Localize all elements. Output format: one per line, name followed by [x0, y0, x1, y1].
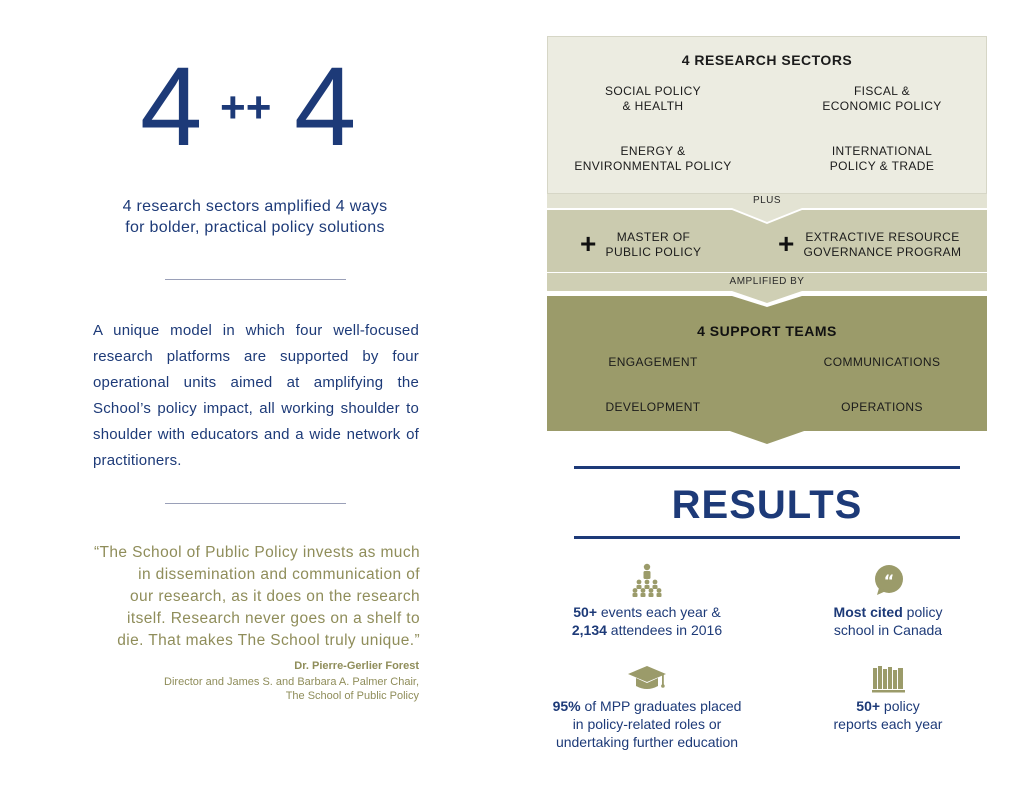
sector-line-2: & HEALTH: [622, 99, 684, 113]
quote-line-3: our research, as it does on the research: [130, 588, 420, 605]
stat-most-cited: [800, 603, 976, 639]
sector-line-2: ECONOMIC POLICY: [822, 99, 942, 113]
quote-author: Dr. Pierre-Gerlier Forest: [294, 660, 419, 672]
stat-reports-line2: reports each year: [833, 716, 943, 732]
program-plus-icon: +: [580, 228, 597, 259]
four-plus-four-logo: [130, 44, 380, 169]
sector-line-1: ENERGY &: [620, 144, 686, 158]
sector-international-trade: [782, 144, 982, 174]
logo-plus-symbols: ++: [220, 83, 272, 132]
tagline-line-1: 4 research sectors amplified 4 ways: [122, 198, 388, 215]
sector-line-2: ENVIRONMENTAL POLICY: [574, 159, 732, 173]
program-extractive-resource: [800, 230, 965, 260]
research-sectors-title: 4 RESEARCH SECTORS: [681, 52, 853, 68]
quote-author-role: [100, 675, 419, 703]
graduation-cap-icon: [627, 664, 667, 694]
team-operations: OPERATIONS: [841, 400, 923, 414]
stat-attendees-count: 2,134: [571, 622, 607, 638]
logo-digit-left: 4: [140, 44, 203, 169]
program-mpp: [596, 230, 711, 260]
stat-attendees-text: attendees in 2016: [606, 622, 723, 638]
program-plus-icon: +: [778, 228, 795, 259]
svg-text:“: “: [883, 571, 895, 590]
sector-fiscal-economic: [782, 84, 982, 114]
program-line-2: PUBLIC POLICY: [605, 245, 702, 259]
model-description: A unique model in which four well-focused research platforms are supported by four operational units aimed at amplifying the School’s policy impact, all working shoulder to shoulder with educators and a wide network of practitioners.: [93, 322, 419, 469]
stat-events: [545, 603, 749, 639]
results-rule-top: [574, 466, 960, 469]
amplified-by-band: AMPLIFIED BY: [547, 273, 987, 291]
stat-most-cited-line2: school in Canada: [833, 622, 943, 638]
stat-reports-text: policy: [880, 698, 920, 714]
sector-line-1: INTERNATIONAL: [831, 144, 933, 158]
pull-quote: [90, 542, 420, 652]
tagline: [80, 196, 430, 238]
stat-events-count: 50+: [573, 604, 597, 620]
stat-most-cited-text: policy: [902, 604, 943, 620]
sector-line-1: SOCIAL POLICY: [604, 84, 702, 98]
quote-line-5: die. That makes The School truly unique.”: [117, 632, 420, 649]
sector-social-policy: [553, 84, 753, 114]
quote-line-2: in dissemination and communication of: [138, 566, 420, 583]
team-development: DEVELOPMENT: [605, 400, 701, 414]
stat-mpp-percent: 95%: [552, 698, 581, 714]
support-teams-title: 4 SUPPORT TEAMS: [697, 323, 837, 339]
logo-digit-right: 4: [294, 44, 357, 169]
team-communications: COMMUNICATIONS: [823, 355, 941, 369]
quote-role-line-2: The School of Public Policy: [285, 690, 419, 702]
results-title: RESULTS: [671, 483, 863, 527]
stat-most-cited-bold: Most cited: [833, 604, 903, 620]
program-line-2: GOVERNANCE PROGRAM: [803, 245, 962, 259]
sector-line-1: FISCAL &: [853, 84, 911, 98]
bookshelf-icon: [872, 665, 906, 693]
quote-line-1: “The School of Public Policy invests as much: [93, 544, 420, 561]
results-rule-bottom: [574, 536, 960, 539]
chevron-down-icon: [547, 208, 987, 226]
stat-policy-reports: [800, 697, 976, 733]
stat-reports-count: 50+: [856, 698, 881, 714]
stat-mpp-text: of MPP graduates placed: [580, 698, 742, 714]
divider-bottom: [165, 503, 346, 504]
program-line-1: MASTER OF: [616, 230, 691, 244]
speech-quote-icon: [873, 564, 905, 596]
plus-band: PLUS: [547, 194, 987, 208]
divider-top: [165, 279, 346, 280]
stat-events-text: events each year &: [597, 604, 721, 620]
program-line-1: EXTRACTIVE RESOURCE: [805, 230, 960, 244]
chevron-down-icon: [547, 291, 987, 309]
quote-role-line-1: Director and James S. and Barbara A. Palmer Chair,: [164, 676, 419, 688]
tagline-line-2: for bolder, practical policy solutions: [125, 219, 385, 236]
stat-mpp-placement: [532, 697, 762, 751]
arrow-down-icon: [547, 430, 987, 446]
quote-line-4: itself. Research never goes on a shelf to: [127, 610, 420, 627]
sector-energy-environment: [553, 144, 753, 174]
team-engagement: ENGAGEMENT: [608, 355, 698, 369]
stat-mpp-line2: in policy-related roles or: [572, 716, 722, 732]
audience-icon: [631, 563, 663, 597]
sector-line-2: POLICY & TRADE: [829, 159, 935, 173]
stat-mpp-line3: undertaking further education: [555, 734, 739, 750]
